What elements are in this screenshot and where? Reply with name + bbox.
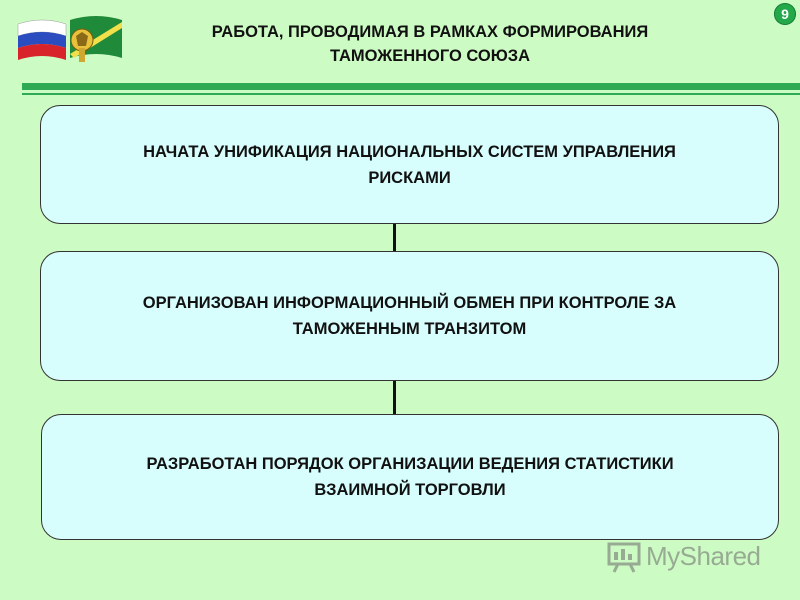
presentation-board-icon xyxy=(606,538,642,574)
step-1-line-2: РИСКАМИ xyxy=(368,168,451,187)
step-box-2 xyxy=(40,251,779,381)
step-text-1 xyxy=(143,139,676,191)
watermark-text: MyShared xyxy=(646,540,761,571)
title-line-1: РАБОТА, ПРОВОДИМАЯ В РАМКАХ ФОРМИРОВАНИЯ xyxy=(211,23,649,41)
step-2-line-2: ТАМОЖЕННЫМ ТРАНЗИТОМ xyxy=(292,320,527,338)
page-title xyxy=(140,20,720,68)
step-text-2 xyxy=(143,290,676,342)
header-divider-thin xyxy=(22,93,800,95)
watermark xyxy=(606,536,761,576)
step-box-1 xyxy=(40,105,779,224)
step-1-line-1: НАЧАТА УНИФИКАЦИЯ НАЦИОНАЛЬНЫХ СИСТЕМ УПРАВЛЕНИЯ xyxy=(143,142,676,161)
header-divider-thick xyxy=(22,83,800,90)
connector-line-1 xyxy=(393,224,396,251)
page-number-badge: 9 xyxy=(774,3,796,25)
title-line-2: ТАМОЖЕННОГО СОЮЗА xyxy=(329,47,531,65)
connector-line-2 xyxy=(393,381,396,414)
header-logo xyxy=(16,14,124,66)
step-3-line-1: РАЗРАБОТАН ПОРЯДОК ОРГАНИЗАЦИИ ВЕДЕНИЯ СТАТИСТИКИ xyxy=(146,455,674,473)
step-2-line-1: ОРГАНИЗОВАН ИНФОРМАЦИОННЫЙ ОБМЕН ПРИ КОНТРОЛЕ ЗА xyxy=(142,294,677,312)
step-text-3 xyxy=(146,451,673,503)
flag-emblem-icon xyxy=(16,14,124,66)
step-box-3 xyxy=(41,414,779,540)
step-3-line-2: ВЗАИМНОЙ ТОРГОВЛИ xyxy=(314,481,506,499)
